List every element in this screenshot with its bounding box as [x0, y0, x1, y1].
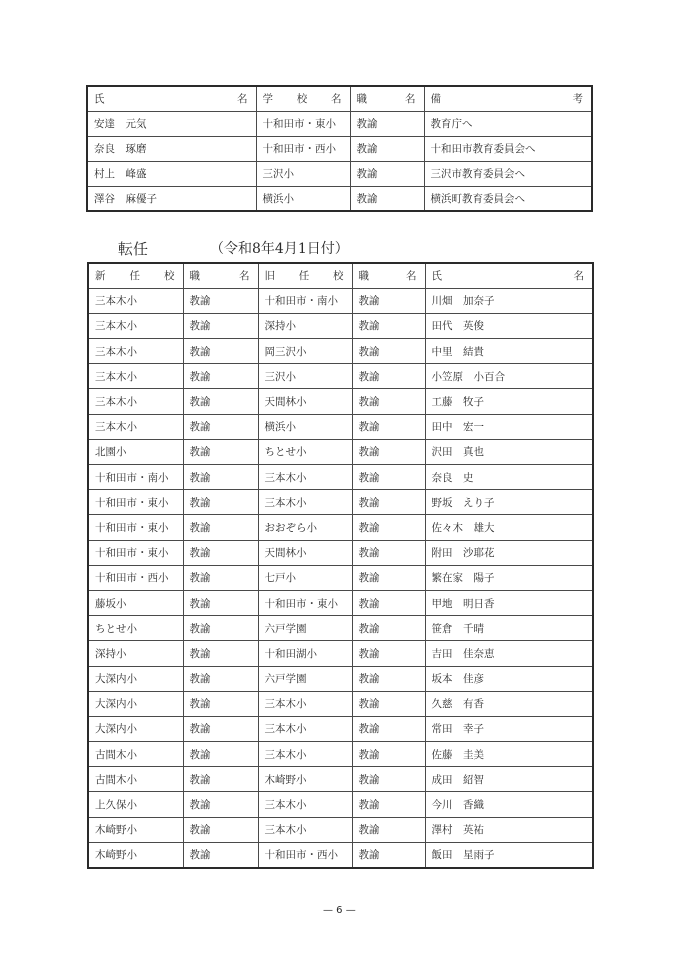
cell-old-position: 教諭 [352, 742, 425, 767]
header-char: 氏 [94, 93, 105, 106]
cell-name: 坂本 佳彦 [425, 666, 593, 691]
cell-new-position: 教諭 [183, 490, 258, 515]
cell-name: 久慈 有香 [425, 691, 593, 716]
header-char: 校 [296, 93, 308, 106]
cell-new-school: 大深内小 [88, 716, 183, 741]
header-char: 任 [129, 270, 140, 283]
cell-old-school: 三本木小 [258, 465, 352, 490]
cell-name: 飯田 星雨子 [425, 842, 593, 867]
cell-new-school: 木崎野小 [88, 817, 183, 842]
cell-position: 教諭 [350, 136, 424, 161]
cell-name: 澤谷 麻優子 [87, 186, 256, 211]
header-char: 名 [405, 93, 416, 106]
cell-name: 中里 結貴 [425, 339, 593, 364]
cell-school: 三沢小 [256, 161, 350, 186]
cell-new-school: 三本木小 [88, 313, 183, 338]
cell-position: 教諭 [350, 111, 424, 136]
cell-old-position: 教諭 [352, 414, 425, 439]
cell-new-position: 教諭 [183, 767, 258, 792]
retirement-transfer-table [86, 85, 593, 212]
header-school [256, 86, 350, 111]
table-row [88, 465, 593, 490]
cell-position: 教諭 [350, 161, 424, 186]
table-row [87, 111, 592, 136]
cell-new-school: 三本木小 [88, 389, 183, 414]
header-char: 職 [356, 93, 367, 106]
header-char: 学 [262, 93, 273, 106]
cell-new-position: 教諭 [183, 364, 258, 389]
header-char: 名 [406, 270, 417, 283]
cell-name: 澤村 英祐 [425, 817, 593, 842]
cell-school: 十和田市・東小 [256, 111, 350, 136]
header-char: 名 [237, 93, 248, 106]
cell-name: 田代 英俊 [425, 313, 593, 338]
cell-new-school: 十和田市・西小 [88, 565, 183, 590]
header-char: 旧 [264, 270, 275, 283]
table-row [88, 817, 593, 842]
table-row [88, 742, 593, 767]
cell-new-position: 教諭 [183, 465, 258, 490]
header-old-school [258, 263, 352, 288]
cell-new-position: 教諭 [183, 792, 258, 817]
cell-old-school: 岡三沢小 [258, 339, 352, 364]
cell-position: 教諭 [350, 186, 424, 211]
cell-new-school: 大深内小 [88, 691, 183, 716]
cell-old-school: 三本木小 [258, 817, 352, 842]
cell-new-position: 教諭 [183, 817, 258, 842]
table-row [88, 590, 593, 615]
page-number: — 6 — [323, 905, 356, 916]
cell-new-school: 三本木小 [88, 414, 183, 439]
table-row [88, 515, 593, 540]
cell-new-school: 上久保小 [88, 792, 183, 817]
cell-old-position: 教諭 [352, 691, 425, 716]
cell-name: 甲地 明日香 [425, 590, 593, 615]
cell-old-school: 三本木小 [258, 792, 352, 817]
table-row [88, 641, 593, 666]
cell-name: 今川 香織 [425, 792, 593, 817]
cell-old-school: 七戸小 [258, 565, 352, 590]
cell-new-school: 三本木小 [88, 288, 183, 313]
cell-remarks: 横浜町教育委員会へ [424, 186, 592, 211]
header-new-school [88, 263, 183, 288]
transfer-table [87, 262, 594, 869]
cell-old-school: 三本木小 [258, 490, 352, 515]
cell-name: 奈良 琢磨 [87, 136, 256, 161]
cell-new-position: 教諭 [183, 288, 258, 313]
cell-name: 川畑 加奈子 [425, 288, 593, 313]
header-char: 備 [430, 93, 441, 106]
header-position [350, 86, 424, 111]
header-char: 校 [164, 270, 175, 283]
cell-old-school: 深持小 [258, 313, 352, 338]
cell-old-school: おおぞら小 [258, 515, 352, 540]
section-title: 転任 [118, 240, 149, 258]
cell-new-school: 藤坂小 [88, 590, 183, 615]
cell-old-position: 教諭 [352, 313, 425, 338]
cell-new-position: 教諭 [183, 716, 258, 741]
cell-new-school: 木崎野小 [88, 842, 183, 867]
cell-old-position: 教諭 [352, 540, 425, 565]
cell-old-position: 教諭 [352, 767, 425, 792]
table-row [88, 616, 593, 641]
cell-old-position: 教諭 [352, 465, 425, 490]
cell-name: 繁在家 陽子 [425, 565, 593, 590]
cell-name: 野坂 えり子 [425, 490, 593, 515]
header-name [87, 86, 256, 111]
cell-old-school: 十和田市・西小 [258, 842, 352, 867]
cell-new-school: 古間木小 [88, 767, 183, 792]
cell-old-position: 教諭 [352, 817, 425, 842]
table-row [88, 414, 593, 439]
cell-name: 沢田 真也 [425, 439, 593, 464]
cell-new-position: 教諭 [183, 641, 258, 666]
cell-old-position: 教諭 [352, 515, 425, 540]
table-row [88, 339, 593, 364]
cell-old-position: 教諭 [352, 792, 425, 817]
cell-name: 工藤 牧子 [425, 389, 593, 414]
cell-name: 吉田 佳奈恵 [425, 641, 593, 666]
table-row [88, 389, 593, 414]
cell-name: 常田 幸子 [425, 716, 593, 741]
header-name [425, 263, 593, 288]
cell-old-school: 六戸学園 [258, 616, 352, 641]
cell-old-position: 教諭 [352, 439, 425, 464]
table-row [88, 767, 593, 792]
header-char: 氏 [431, 270, 442, 283]
cell-old-position: 教諭 [352, 490, 425, 515]
table-header-row [87, 86, 592, 111]
cell-new-position: 教諭 [183, 515, 258, 540]
cell-new-position: 教諭 [183, 439, 258, 464]
cell-old-school: 三本木小 [258, 716, 352, 741]
cell-name: 田中 宏一 [425, 414, 593, 439]
cell-new-school: 十和田市・東小 [88, 490, 183, 515]
cell-old-school: 天間林小 [258, 540, 352, 565]
cell-old-school: 三沢小 [258, 364, 352, 389]
cell-new-school: 北園小 [88, 439, 183, 464]
cell-new-school: 十和田市・南小 [88, 465, 183, 490]
cell-old-school: 三本木小 [258, 742, 352, 767]
cell-new-position: 教諭 [183, 616, 258, 641]
cell-new-position: 教諭 [183, 313, 258, 338]
cell-name: 安達 元気 [87, 111, 256, 136]
header-char: 名 [573, 270, 584, 283]
table-row [88, 364, 593, 389]
header-remarks [424, 86, 592, 111]
header-char: 考 [572, 93, 583, 106]
table-row [88, 288, 593, 313]
cell-name: 奈良 史 [425, 465, 593, 490]
table-row [88, 565, 593, 590]
cell-school: 十和田市・西小 [256, 136, 350, 161]
cell-new-school: ちとせ小 [88, 616, 183, 641]
cell-new-school: 十和田市・東小 [88, 515, 183, 540]
header-old-position [352, 263, 425, 288]
cell-remarks: 三沢市教育委員会へ [424, 161, 592, 186]
header-char: 名 [239, 270, 250, 283]
cell-new-position: 教諭 [183, 389, 258, 414]
cell-name: 佐藤 圭美 [425, 742, 593, 767]
cell-old-position: 教諭 [352, 565, 425, 590]
cell-name: 笹倉 千晴 [425, 616, 593, 641]
cell-old-school: 十和田市・南小 [258, 288, 352, 313]
table-row [88, 540, 593, 565]
table-row [88, 439, 593, 464]
cell-old-position: 教諭 [352, 288, 425, 313]
cell-new-school: 三本木小 [88, 339, 183, 364]
table-header-row [88, 263, 593, 288]
header-char: 職 [189, 270, 200, 283]
cell-new-school: 三本木小 [88, 364, 183, 389]
cell-old-school: 三本木小 [258, 691, 352, 716]
cell-old-position: 教諭 [352, 641, 425, 666]
table-row [88, 490, 593, 515]
cell-old-position: 教諭 [352, 842, 425, 867]
header-char: 任 [298, 270, 310, 283]
cell-new-position: 教諭 [183, 339, 258, 364]
table-row [87, 136, 592, 161]
cell-old-position: 教諭 [352, 389, 425, 414]
cell-new-position: 教諭 [183, 742, 258, 767]
cell-new-position: 教諭 [183, 540, 258, 565]
cell-new-school: 十和田市・東小 [88, 540, 183, 565]
cell-remarks: 十和田市教育委員会へ [424, 136, 592, 161]
table-row [88, 842, 593, 867]
cell-old-position: 教諭 [352, 716, 425, 741]
table-row [88, 716, 593, 741]
cell-new-school: 古間木小 [88, 742, 183, 767]
cell-name: 小笠原 小百合 [425, 364, 593, 389]
cell-new-school: 大深内小 [88, 666, 183, 691]
table-row [88, 666, 593, 691]
cell-old-school: ちとせ小 [258, 439, 352, 464]
table-row [87, 186, 592, 211]
header-char: 校 [333, 270, 344, 283]
header-char: 名 [331, 93, 342, 106]
cell-old-school: 十和田湖小 [258, 641, 352, 666]
cell-old-position: 教諭 [352, 590, 425, 615]
section-date: （令和8年4月1日付） [210, 241, 349, 257]
table-row [88, 691, 593, 716]
cell-remarks: 教育庁へ [424, 111, 592, 136]
cell-old-school: 横浜小 [258, 414, 352, 439]
cell-name: 佐々木 雄大 [425, 515, 593, 540]
table-row [87, 161, 592, 186]
cell-new-school: 深持小 [88, 641, 183, 666]
cell-old-position: 教諭 [352, 339, 425, 364]
cell-school: 横浜小 [256, 186, 350, 211]
cell-new-position: 教諭 [183, 842, 258, 867]
cell-name: 附田 沙耶花 [425, 540, 593, 565]
cell-new-position: 教諭 [183, 666, 258, 691]
cell-new-position: 教諭 [183, 414, 258, 439]
cell-new-position: 教諭 [183, 590, 258, 615]
header-char: 新 [95, 270, 106, 283]
cell-name: 成田 紹智 [425, 767, 593, 792]
cell-new-position: 教諭 [183, 691, 258, 716]
table-row [88, 792, 593, 817]
cell-old-school: 六戸学園 [258, 666, 352, 691]
cell-new-position: 教諭 [183, 565, 258, 590]
cell-name: 村上 峰盛 [87, 161, 256, 186]
cell-old-position: 教諭 [352, 364, 425, 389]
header-char: 職 [358, 270, 369, 283]
cell-old-school: 天間林小 [258, 389, 352, 414]
cell-old-position: 教諭 [352, 616, 425, 641]
table-row [88, 313, 593, 338]
header-new-position [183, 263, 258, 288]
cell-old-position: 教諭 [352, 666, 425, 691]
cell-old-school: 十和田市・東小 [258, 590, 352, 615]
cell-old-school: 木崎野小 [258, 767, 352, 792]
